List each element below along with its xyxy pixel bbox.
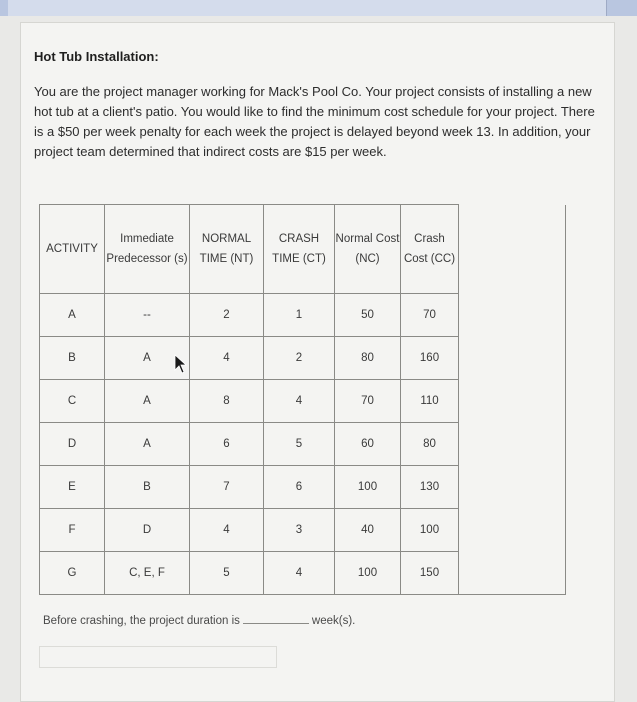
cell-normal-cost: 100 [335,466,401,509]
cell-normal-time: 7 [190,466,264,509]
cell-normal-time: 2 [190,294,264,337]
problem-description: You are the project manager working for Mack's Pool Co. Your project consists of installing a new hot tub at a client's patio. You would like to find the minimum cost schedule for your project. There is a $50 per week penalty for each week the project is delayed beyond week 13. In addition, your project team determined that indirect costs are $15 per week. [34,84,595,159]
header-activity: ACTIVITY [40,205,105,294]
header-normal-cost: Normal Cost (NC) [335,205,401,294]
header-crash-time: CRASH TIME (CT) [264,205,335,294]
cell-normal-cost: 50 [335,294,401,337]
cell-crash-time: 6 [264,466,335,509]
cell-crash-cost: 80 [401,423,459,466]
answer-input-box[interactable] [39,646,277,668]
table-row [40,552,566,595]
cell-crash-time: 5 [264,423,335,466]
cell-normal-time: 5 [190,552,264,595]
cell-crash-cost: 110 [401,380,459,423]
cell-crash-time: 1 [264,294,335,337]
table-row [40,294,566,337]
cell-activity: C [40,380,105,423]
cell-crash-cost: 100 [401,509,459,552]
cell-blank [459,466,566,509]
header-crash-cost: Crash Cost (CC) [401,205,459,294]
cell-blank [459,294,566,337]
header-blank [459,205,566,294]
cell-activity: A [40,294,105,337]
cell-blank [459,380,566,423]
cell-normal-cost: 70 [335,380,401,423]
activity-table [39,204,566,595]
cell-blank [459,423,566,466]
cell-normal-cost: 100 [335,552,401,595]
cell-crash-time: 4 [264,552,335,595]
top-bar-panel [8,0,607,16]
duration-suffix: week(s). [311,615,356,627]
cell-predecessor: B [105,466,190,509]
cell-crash-cost: 150 [401,552,459,595]
cell-activity: E [40,466,105,509]
table-header-row [40,205,566,294]
cell-predecessor: A [105,337,190,380]
header-normal-time: NORMAL TIME (NT) [190,205,264,294]
cell-predecessor: A [105,423,190,466]
cell-crash-cost: 160 [401,337,459,380]
table-row [40,509,566,552]
mouse-pointer-icon [174,354,188,374]
cell-activity: B [40,337,105,380]
cell-crash-cost: 70 [401,294,459,337]
cell-crash-time: 2 [264,337,335,380]
cell-normal-cost: 40 [335,509,401,552]
cell-crash-time: 3 [264,509,335,552]
cell-activity: D [40,423,105,466]
cell-normal-cost: 80 [335,337,401,380]
cell-normal-time: 4 [190,509,264,552]
cell-blank [459,509,566,552]
question-card [20,22,615,702]
cell-crash-cost: 130 [401,466,459,509]
cell-blank [459,552,566,595]
duration-prefix: Before crashing, the project duration is [43,615,240,627]
table-row [40,466,566,509]
cell-normal-cost: 60 [335,423,401,466]
cell-normal-time: 8 [190,380,264,423]
cell-blank [459,337,566,380]
header-predecessor: Immediate Predecessor (s) [105,205,190,294]
cell-predecessor: D [105,509,190,552]
cell-predecessor: -- [105,294,190,337]
table-row [40,337,566,380]
cell-activity: F [40,509,105,552]
problem-title: Hot Tub Installation: [34,49,159,64]
browser-top-bar [0,0,637,16]
cell-crash-time: 4 [264,380,335,423]
duration-question [43,611,355,627]
duration-answer-blank[interactable] [243,611,309,624]
table-row [40,423,566,466]
cell-normal-time: 6 [190,423,264,466]
cell-activity: G [40,552,105,595]
table-row [40,380,566,423]
cell-predecessor: C, E, F [105,552,190,595]
cell-normal-time: 4 [190,337,264,380]
cell-predecessor: A [105,380,190,423]
